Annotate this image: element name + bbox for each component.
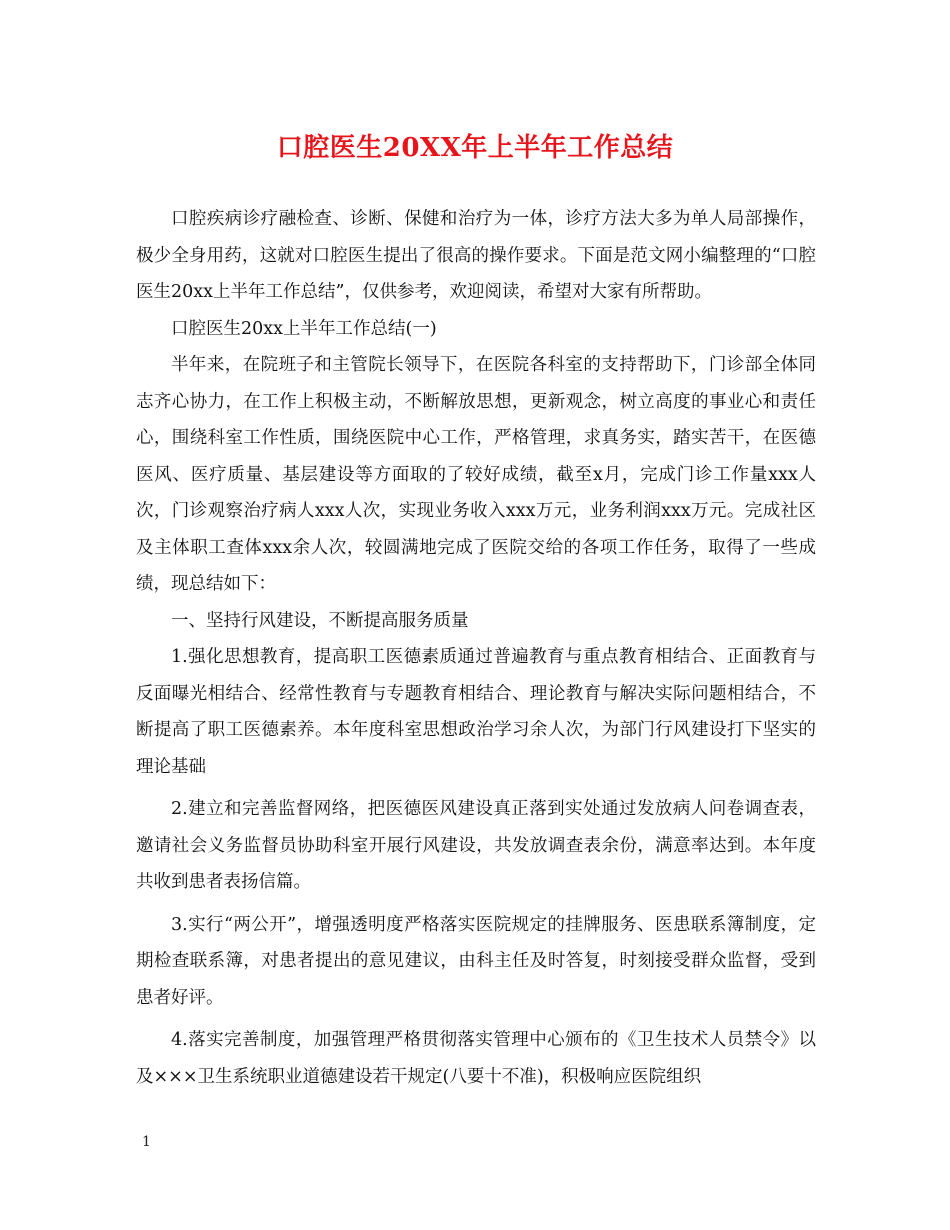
section-heading-one: 口腔医生20xx上半年工作总结(一): [171, 318, 437, 339]
subheading-conduct: 一、坚持行风建设，不断提高服务质量: [171, 610, 469, 631]
document-body: [136, 201, 816, 1095]
intro-paragraph: 口腔疾病诊疗融检查、诊断、保健和治疗为一体，诊疗方法大多为单人局部操作，极少全身用药，这就对口腔医生提出了很高的操作要求。下面是范文网小编整理的“口腔医生20xx上半年工作总结”，仅供参考，欢迎阅读，希望对大家有所帮助。: [136, 209, 816, 302]
item-four-paragraph: 4.落实完善制度，加强管理严格贯彻落实管理中心颁布的《卫生技术人员禁令》以及×××卫生系统职业道德建设若干规定(八要十不准)，积极响应医院组织: [136, 1030, 816, 1087]
item-three-paragraph: 3.实行“两公开”，增强透明度严格落实医院规定的挂牌服务、医患联系簿制度，定期检查联系簿，对患者提出的意见建议，由科主任及时答复，时刻接受群众监督，受到患者好评。: [136, 914, 816, 1008]
summary-paragraph: 半年来，在院班子和主管院长领导下，在医院各科室的支持帮助下，门诊部全体同志齐心协力，在工作上积极主动，不断解放思想，更新观念，树立高度的事业心和责任心，围绕科室工作性质，围绕医院中心工作，严格管理，求真务实，踏实苦干，在医德医风、医疗质量、基层建设等方面取的了较好成绩，截至x月，完成门诊工作量xxx人次，门诊观察治疗病人xxx人次，实现业务收入xxx万元，业务利润xxx万元。完成社区及主体职工查体xxx余人次，较圆满地完成了医院交给的各项工作任务，取得了一些成绩，现总结如下：: [136, 355, 816, 594]
page-number: 1: [142, 1134, 151, 1150]
document-title: 口腔医生20XX年上半年工作总结: [276, 133, 674, 163]
item-one-paragraph: 1.强化思想教育，提高职工医德素质通过普遍教育与重点教育相结合、正面教育与反面曝光相结合、经常性教育与专题教育相结合、理论教育与解决实际问题相结合，不断提高了职工医德素养。本年度科室思想政治学习余人次，为部门行风建设打下坚实的理论基础: [136, 647, 816, 777]
item-two-paragraph: 2.建立和完善监督网络，把医德医风建设真正落到实处通过发放病人问卷调查表，邀请社会义务监督员协助科室开展行风建设，共发放调查表余份，满意率达到。本年度共收到患者表扬信篇。: [136, 799, 816, 892]
